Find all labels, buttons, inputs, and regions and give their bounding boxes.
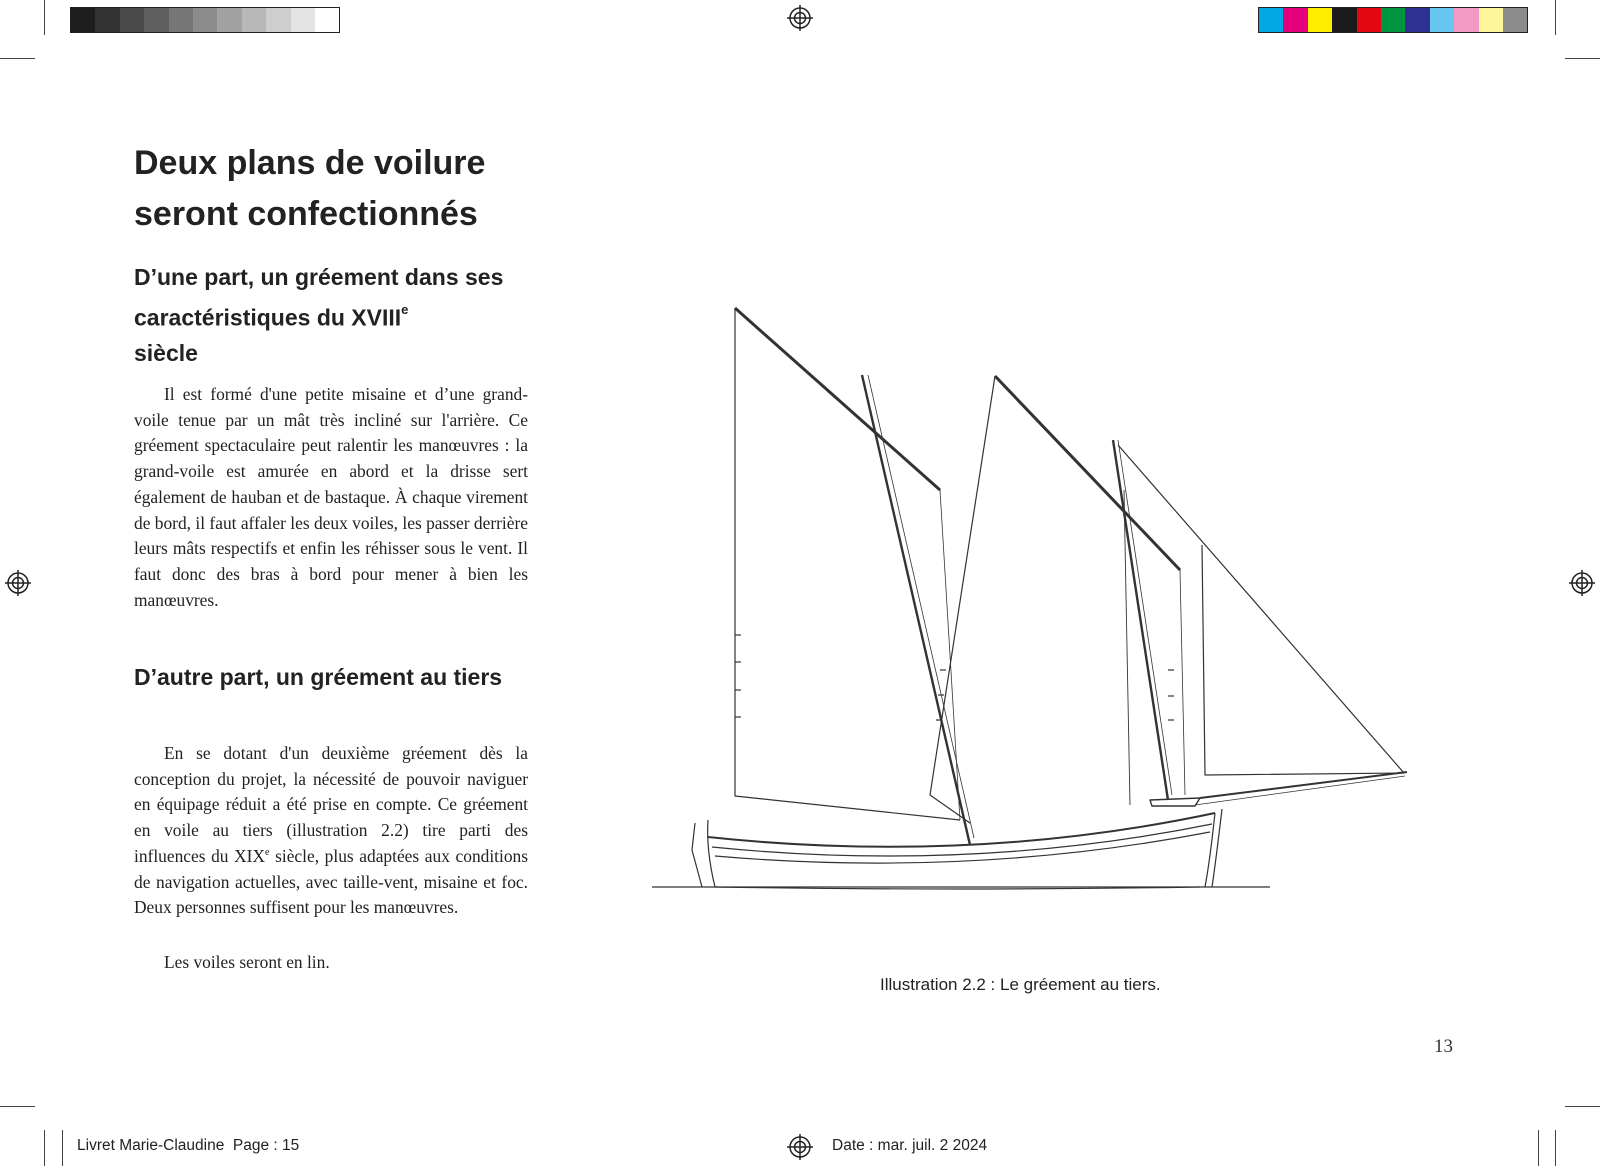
registration-mark-right-icon [1569,570,1595,596]
color-calibration-bar [1258,7,1528,33]
section1-heading: D’une part, un gréement dans ses caractéristiques du XVIIIe siècle [134,264,504,366]
color-swatch [1454,8,1478,32]
color-swatch [1357,8,1381,32]
color-swatch [1503,8,1527,32]
gray-swatch [144,8,168,32]
section2-paragraph: En se dotant d'un deuxième gréement dès la conception du projet, la nécessité de pouvoir naviguer en équipage réduit a été prise en compte. Ce gréement en voile au tiers (illustration 2.2) tire parti des influences du XIXe siècle, plus adaptées aux conditions de navigation actuelles, avec taille-vent, misaine et foc. Deux personnes suffisent pour les manœuvres. [134,743,528,918]
color-swatch [1283,8,1307,32]
grayscale-calibration-bar [70,7,340,33]
gray-swatch [217,8,241,32]
crop-mark [1538,1130,1539,1166]
color-swatch [1405,8,1429,32]
color-swatch [1308,8,1332,32]
crop-mark [1555,0,1556,35]
color-swatch [1332,8,1356,32]
crop-mark [62,1130,63,1166]
footer-document-info: Livret Marie-Claudine Page : 15 [77,1137,300,1154]
section1-paragraph: Il est formé d'une petite misaine et d’une grand-voile tenue par un mât très incliné sur l'arrière. Ce gréement spectaculaire peut ralentir les manœuvres : la grand-voile est amurée en abord et la drisse sert également de hauban et de bastaque. À chaque virement de bord, il faut affaler les deux voiles, les passer derrière leurs mâts respectifs et enfin les réhisser sous le vent. Il faut donc des bras à bord pour mener à bien les manœuvres. [134,384,528,610]
crop-mark [0,1106,35,1107]
gray-swatch [95,8,119,32]
crop-mark [44,0,45,35]
gray-swatch [291,8,315,32]
registration-mark-left-icon [5,570,31,596]
crop-mark [0,58,35,59]
gray-swatch [242,8,266,32]
registration-mark-top-icon [787,5,813,31]
crop-mark [1555,1130,1556,1166]
footer-date: Date : mar. juil. 2 2024 [832,1137,988,1154]
figure-caption: Illustration 2.2 : Le gréement au tiers. [880,975,1161,994]
color-swatch [1381,8,1405,32]
color-swatch [1479,8,1503,32]
sailboat-rig-drawing [640,290,1420,910]
registration-mark-bottom-icon [787,1134,813,1160]
page-number: 13 [1434,1036,1453,1057]
gray-swatch [71,8,95,32]
color-swatch [1259,8,1283,32]
crop-mark [44,1130,45,1166]
gray-swatch [193,8,217,32]
section2-heading: D’autre part, un gréement au tiers [134,664,503,690]
gray-swatch [266,8,290,32]
gray-swatch [120,8,144,32]
crop-mark [1565,1106,1600,1107]
gray-swatch [315,8,339,32]
color-swatch [1430,8,1454,32]
page-title: Deux plans de voilure seront confectionnés [134,144,486,233]
crop-mark [1565,58,1600,59]
closing-paragraph: Les voiles seront en lin. [164,952,330,972]
gray-swatch [169,8,193,32]
